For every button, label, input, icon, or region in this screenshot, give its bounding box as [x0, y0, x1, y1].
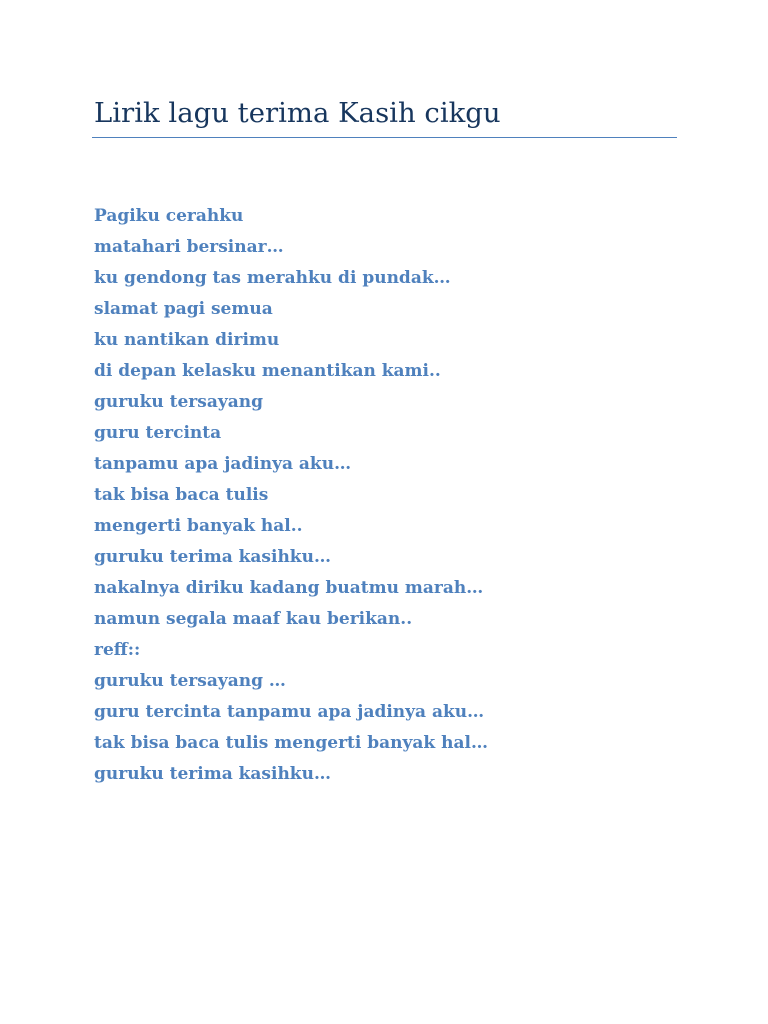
title-divider	[92, 137, 677, 138]
lyric-line: matahari bersinar…	[94, 237, 284, 257]
lyric-line: nakalnya diriku kadang buatmu marah…	[94, 578, 484, 598]
lyric-line: guru tercinta tanpamu apa jadinya aku…	[94, 702, 485, 722]
lyric-line: tak bisa baca tulis	[94, 485, 269, 505]
lyric-line: reff::	[94, 640, 141, 660]
lyric-line: ku gendong tas merahku di pundak…	[94, 268, 451, 288]
lyric-line: ku nantikan dirimu	[94, 330, 280, 350]
page-title: Lirik lagu terima Kasih cikgu	[94, 97, 501, 129]
lyric-line: namun segala maaf kau berikan..	[94, 609, 413, 629]
lyric-line: di depan kelasku menantikan kami..	[94, 361, 441, 381]
lyric-line: tanpamu apa jadinya aku…	[94, 454, 352, 474]
lyric-line: guruku terima kasihku…	[94, 547, 331, 567]
lyric-line: guruku tersayang …	[94, 671, 286, 691]
lyrics-list	[94, 201, 488, 790]
lyric-line: Pagiku cerahku	[94, 206, 244, 226]
lyric-line: guruku tersayang	[94, 392, 263, 412]
lyric-line: guruku terima kasihku…	[94, 764, 331, 784]
lyric-line: slamat pagi semua	[94, 299, 273, 319]
lyric-line: guru tercinta	[94, 423, 222, 443]
lyric-line: tak bisa baca tulis mengerti banyak hal…	[94, 733, 488, 753]
lyric-line: mengerti banyak hal..	[94, 516, 303, 536]
